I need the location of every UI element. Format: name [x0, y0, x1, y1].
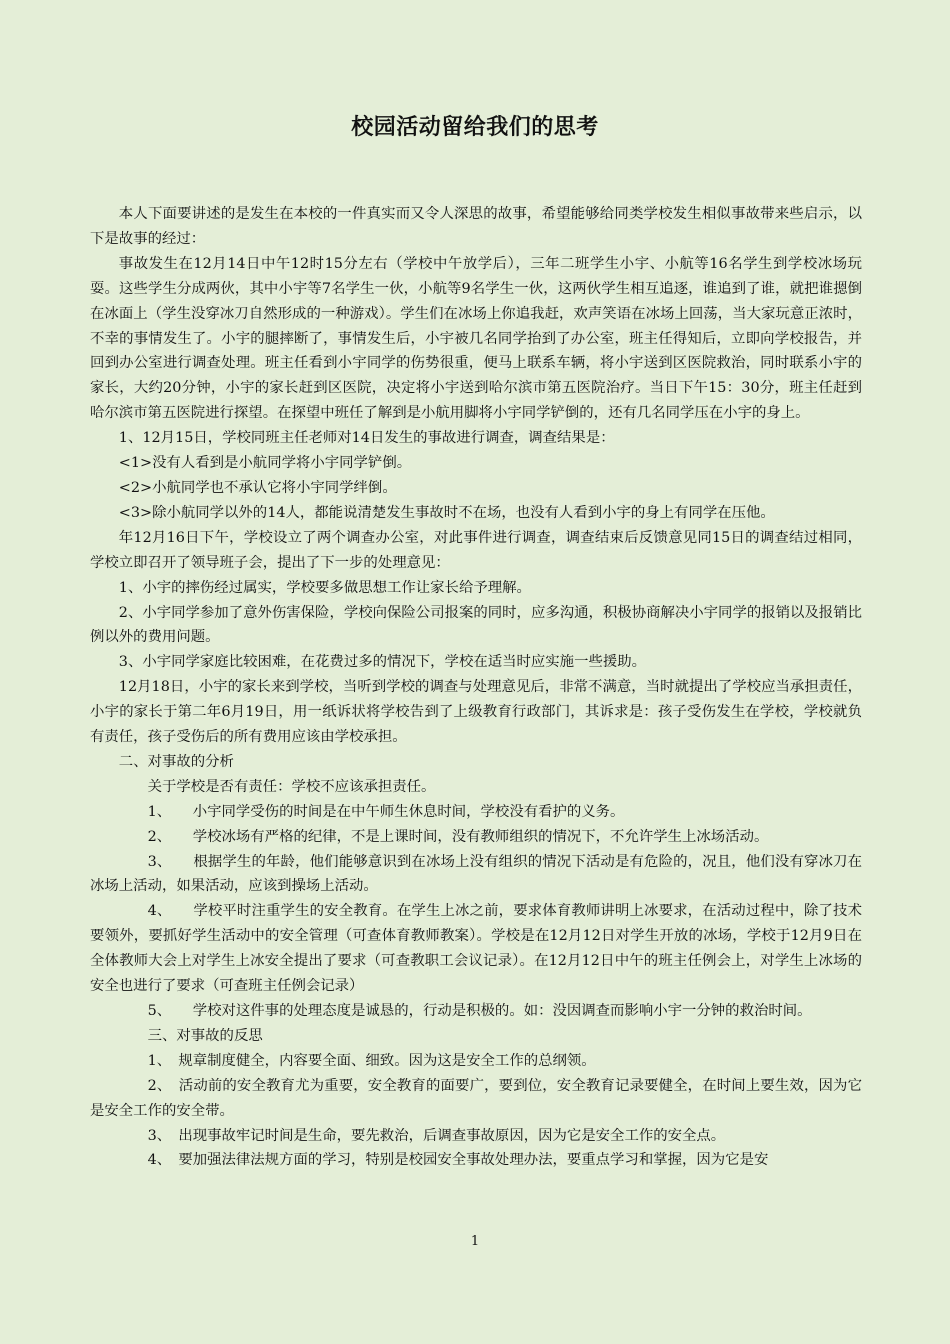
reflection-item-3: 3、 出现事故牢记时间是生命，要先救治，后调查事故原因，因为它是安全工作的安全点。 [147, 1127, 726, 1144]
document-body [90, 202, 862, 1173]
paragraph-incident: 事故发生在12月14日中午12时15分左右（学校中午放学后），三年二班学生小宇、小航等16名学生到学校冰场玩耍。这些学生分成两伙，其中小宇等7名学生一伙，小航等9名学生一伙，这两伙学生相互追逐，谁追到了谁，就把谁摁倒在冰面上（学生没穿冰刀自然形成的一种游戏）。学生们在冰场上你追我赶，欢声笑语在冰场上回荡，当大家玩意正浓时，不幸的事情发生了。小宇的腿摔断了，事情发生后，小宇被几名同学抬到了办公室，班主任得知后，立即向学校报告，并回到办公室进行调查处理。班主任看到小宇同学的伤势很重，便马上联系车辆，将小宇送到区医院救治，同时联系小宇的家长，大约20分钟，小宇的家长赶到区医院，决定将小宇送到哈尔滨市第五医院治疗。当日下午15：30分，班主任赶到哈尔滨市第五医院进行探望。在探望中班任了解到是小航用脚将小宇同学铲倒的，还有几名同学压在小宇的身上。 [90, 255, 862, 422]
paragraph-opinion-3: 3、小宇同学家庭比较困难，在花费过多的情况下，学校在适当时应实施一些援助。 [118, 654, 647, 671]
paragraph-intro: 本人下面要讲述的是发生在本校的一件真实而又令人深思的故事，希望能够给同类学校发生相似事故带来些启示，以下是故事的经过： [90, 206, 862, 247]
reflection-item-4: 4、 要加强法律法规方面的学习，特别是校园安全事故处理办法，要重点学习和掌握，因为它是安 [147, 1152, 769, 1169]
paragraph-opinion-1: 1、小宇的摔伤经过属实，学校要多做思想工作让家长给予理解。 [118, 579, 531, 596]
section-heading-analysis: 二、对事故的分析 [118, 753, 234, 770]
paragraph-lawsuit: 12月18日，小宇的家长来到学校，当听到学校的调查与处理意见后，非常不满意，当时就提出了学校应当承担责任，小宇的家长于第二年6月19日，用一纸诉状将学校告到了上级教育行政部门，其诉求是：孩子受伤发生在学校，学校就负有责任，孩子受伤后的所有费用应该由学校承担。 [90, 679, 862, 746]
paragraph-opinion-2: 2、小宇同学参加了意外伤害保险，学校向保险公司报案的同时，应多沟通，积极协商解决小宇同学的报销以及报销比例以外的费用问题。 [90, 604, 862, 646]
analysis-item-4: 4、 学校平时注重学生的安全教育。在学生上冰之前，要求体育教师讲明上冰要求，在活动过程中，除了技术要领外，要抓好学生活动中的安全管理（可查体育教师教案）。学校是在12月12日对学生开放的冰场，学校于12月9日在全体教师大会上对学生上冰安全提出了要求（可查教职工会议记录）。在12月12日中午的班主任例会上，对学生上冰场的安全也进行了要求（可查班主任例会记录） [90, 903, 862, 995]
page-number: 1 [470, 1234, 480, 1249]
paragraph-investigation-1: 1、12月15日，学校同班主任老师对14日发生的事故进行调查，调查结果是： [118, 430, 615, 447]
paragraph-responsibility: 关于学校是否有责任：学校不应该承担责任。 [147, 778, 436, 795]
reflection-item-1: 1、 规章制度健全，内容要全面、细致。因为这是安全工作的总纲领。 [147, 1052, 596, 1069]
analysis-item-2: 2、 学校冰场有严格的纪律，不是上课时间，没有教师组织的情况下，不允许学生上冰场活动。 [147, 828, 769, 845]
section-heading-reflection: 三、对事故的反思 [147, 1027, 263, 1044]
paragraph-finding-1: <1>没有人看到是小航同学将小宇同学铲倒。 [118, 455, 412, 472]
analysis-item-3: 3、 根据学生的年龄，他们能够意识到在冰场上没有组织的情况下活动是有危险的，况且，他们没有穿冰刀在冰场上活动，如果活动，应该到操场上活动。 [90, 853, 862, 895]
paragraph-investigation-2: 年12月16日下午，学校设立了两个调查办公室，对此事件进行调查，调查结束后反馈意见同15日的调查结过相同，学校立即召开了领导班子会，提出了下一步的处理意见： [90, 529, 862, 571]
paragraph-finding-2: <2>小航同学也不承认它将小宇同学绊倒。 [118, 479, 397, 496]
reflection-item-2: 2、 活动前的安全教育尤为重要，安全教育的面要广，要到位，安全教育记录要健全，在时间上要生效，因为它是安全工作的安全带。 [90, 1077, 862, 1119]
document-title: 校园活动留给我们的思考 [351, 114, 599, 140]
paragraph-finding-3: <3>除小航同学以外的14人，都能说清楚发生事故时不在场，也没有人看到小宇的身上有同学在压他。 [118, 504, 775, 521]
analysis-item-1: 1、 小宇同学受伤的时间是在中午师生休息时间，学校没有看护的义务。 [147, 803, 625, 820]
analysis-item-5: 5、 学校对这件事的处理态度是诚恳的，行动是积极的。如：没因调查而影响小宇一分钟的救治时间。 [147, 1003, 812, 1019]
